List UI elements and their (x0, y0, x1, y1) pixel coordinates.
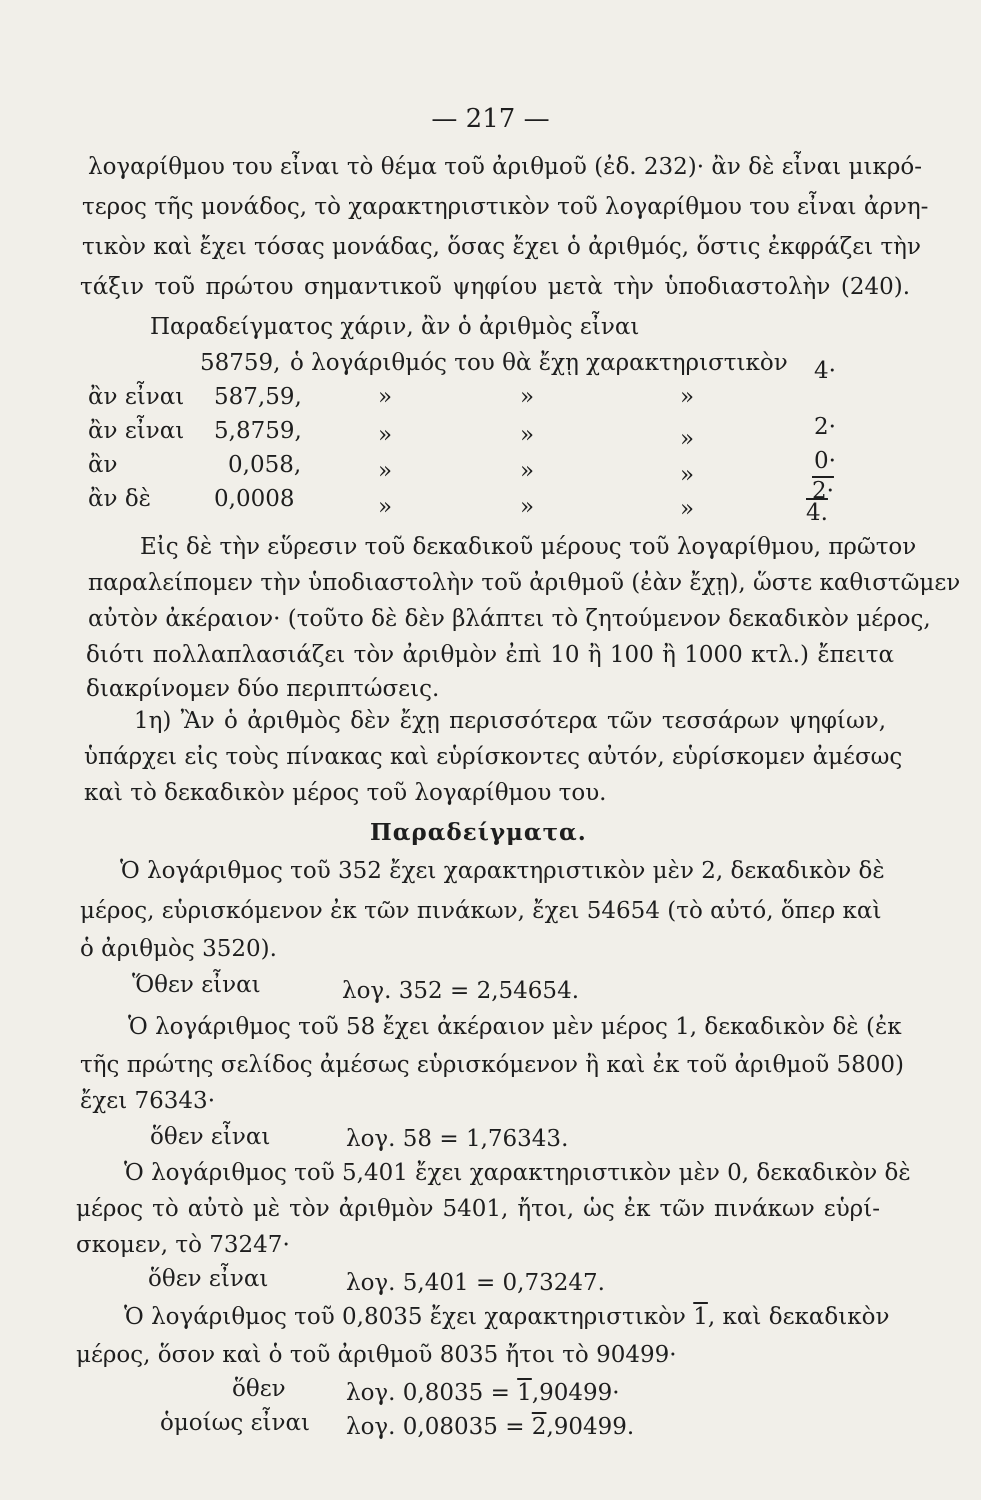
example-result: 0· (814, 448, 836, 474)
example-number: 0,058, (228, 452, 302, 478)
equation: λογ. 352 = 2,54654. (342, 978, 580, 1004)
paragraph-line: καὶ τὸ δεκαδικὸν μέρος τοῦ λογαρίθμου του. (84, 780, 607, 806)
example-number: 58759, (200, 350, 281, 376)
equation-lead: ὅθεν εἶναι (148, 1266, 269, 1292)
example-result: 2· (812, 478, 834, 504)
ditto-mark: » (520, 422, 535, 448)
example-intro: Παραδείγματος χάριν, ἂν ὁ ἀριθμὸς εἶναι (150, 314, 640, 340)
equation-lead: ὅθεν εἶναι (150, 1124, 271, 1150)
page-number: — 217 — (431, 104, 550, 134)
equation: λογ. 0,8035 = 1,90499· (346, 1380, 620, 1406)
equation-lead: ὁμοίως εἶναι (160, 1410, 311, 1436)
paragraph-line: τάξιν τοῦ πρώτου σημαντικοῦ ψηφίου μετὰ τὴν ὑποδιαστολὴν (240). (80, 274, 910, 300)
equation-lead: Ὅθεν εἶναι (132, 972, 261, 998)
equation-lead: ὅθεν (232, 1376, 286, 1402)
paragraph-line: τικὸν καὶ ἔχει τόσας μονάδας, ὅσας ἔχει ὁ ἀριθμός, ὅστις ἐκφράζει τὴν (82, 234, 921, 260)
paragraph-line: διακρίνομεν δύο περιπτώσεις. (86, 676, 440, 702)
paragraph-line: τερος τῆς μονάδος, τὸ χαρακτηριστικὸν τοῦ λογαρίθμου του εἶναι ἀρνη- (82, 194, 929, 220)
paragraph-line: διότι πολλαπλασιάζει τὸν ἀριθμὸν ἐπὶ 10 ἢ 100 ἢ 1000 κτλ.) ἔπειτα (86, 642, 894, 668)
negative-characteristic: 1 (517, 1380, 532, 1406)
section-heading: Παραδείγματα. (370, 819, 587, 846)
ditto-mark: » (378, 494, 393, 520)
paragraph-line: 1η) Ἂν ὁ ἀριθμὸς δὲν ἔχῃ περισσότερα τῶν τεσσάρων ψηφίων, (134, 708, 886, 734)
example-line: μέρος, εὑρισκόμενον ἐκ τῶν πινάκων, ἔχει 54654 (τὸ αὐτό, ὅπερ καὶ (80, 898, 882, 924)
ditto-mark: » (378, 384, 393, 410)
example-prefix: ἂν εἶναι (88, 384, 185, 410)
paragraph-line: ὑπάρχει εἰς τοὺς πίνακας καὶ εὑρίσκοντες αὐτόν, εὑρίσκομεν ἀμέσως (84, 744, 903, 770)
example-number: 587,59, (214, 384, 302, 410)
equation: λογ. 58 = 1,76343. (346, 1126, 569, 1152)
example-number: 5,8759, (214, 418, 302, 444)
example-line: μέρος, ὅσον καὶ ὁ τοῦ ἀριθμοῦ 8035 ἤτοι τὸ 90499· (76, 1342, 677, 1368)
equation: λογ. 0,08035 = 2,90499. (346, 1414, 635, 1440)
example-prefix: ἂν δὲ (88, 486, 152, 512)
paragraph-line: παραλείπομεν τὴν ὑποδιαστολὴν τοῦ ἀριθμοῦ (ἐὰν ἔχῃ), ὥστε καθιστῶμεν (88, 570, 961, 596)
paragraph-line: αὐτὸν ἀκέραιον· (τοῦτο δὲ δὲν βλάπτει τὸ ζητούμενον δεκαδικὸν μέρος, (88, 606, 931, 632)
example-line: τῆς πρώτης σελίδος ἀμέσως εὑρισκόμενον ἢ καὶ ἐκ τοῦ ἀριθμοῦ 5800) (80, 1052, 905, 1078)
ditto-mark: » (680, 426, 695, 452)
paragraph-line: λογαρίθμου του εἶναι τὸ θέμα τοῦ ἀριθμοῦ (ἐδ. 232)· ἂν δὲ εἶναι μικρό- (88, 154, 922, 180)
equation: λογ. 5,401 = 0,73247. (346, 1270, 605, 1296)
ditto-mark: » (520, 384, 535, 410)
example-line: Ὁ λογάριθμος τοῦ 352 ἔχει χαρακτηριστικὸν μὲν 2, δεκαδικὸν δὲ (120, 858, 885, 884)
example-result: 2· (814, 414, 836, 440)
example-number: 0,0008 (214, 486, 295, 512)
ditto-mark: » (378, 422, 393, 448)
paragraph-line: Εἰς δὲ τὴν εὕρεσιν τοῦ δεκαδικοῦ μέρους τοῦ λογαρίθμου, πρῶτον (140, 534, 917, 560)
ditto-mark: » (680, 496, 695, 522)
example-result: 4. (806, 500, 828, 526)
example-result: 4· (814, 358, 836, 384)
example-line: σκομεν, τὸ 73247· (76, 1232, 290, 1258)
ditto-mark: » (680, 384, 695, 410)
example-line: Ὁ λογάριθμος τοῦ 0,8035 ἔχει χαρακτηριστικὸν 1, καὶ δεκαδικὸν (124, 1304, 890, 1330)
example-text: ὁ λογάριθμός του θὰ ἔχῃ χαρακτηριστικὸν (290, 350, 788, 376)
example-line: Ὁ λογάριθμος τοῦ 58 ἔχει ἀκέραιον μὲν μέρος 1, δεκαδικὸν δὲ (ἐκ (128, 1014, 902, 1040)
ditto-mark: » (680, 462, 695, 488)
ditto-mark: » (378, 458, 393, 484)
example-line: ὁ ἀριθμὸς 3520). (80, 936, 277, 962)
ditto-mark: » (520, 494, 535, 520)
example-prefix: ἂν εἶναι (88, 418, 185, 444)
ditto-mark: » (520, 458, 535, 484)
example-line: Ὁ λογάριθμος τοῦ 5,401 ἔχει χαρακτηριστικὸν μὲν 0, δεκαδικὸν δὲ (124, 1160, 911, 1186)
example-line: ἔχει 76343· (80, 1088, 216, 1114)
example-line: μέρος τὸ αὐτὸ μὲ τὸν ἀριθμὸν 5401, ἤτοι, ὡς ἐκ τῶν πινάκων εὑρί- (76, 1196, 880, 1222)
example-prefix: ἂν (88, 452, 118, 478)
negative-characteristic: 1 (693, 1304, 708, 1330)
negative-characteristic: 2 (531, 1414, 547, 1440)
